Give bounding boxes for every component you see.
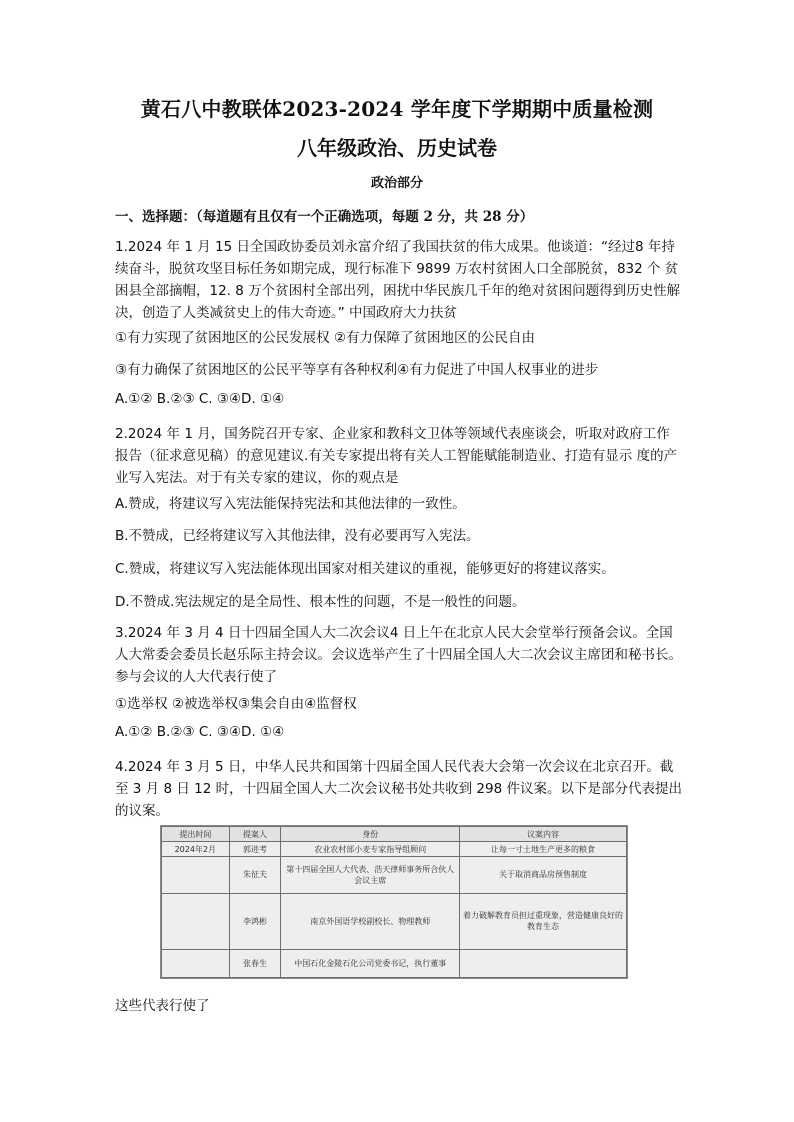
question-3-choices: A.①② B.②③ C. ③④D. ①④: [115, 724, 285, 740]
part-heading: 政治部分: [370, 176, 423, 191]
table-row: [162, 857, 627, 894]
table-cell: 着力破解教育员担过重现象，营造健康良好的教育生态: [460, 893, 627, 949]
table-header-cell: 提案人: [229, 827, 281, 842]
question-3-stem: 3.2024 年 3 月 4 日十四届全国人大二次会议4 日上午在北京人民大会堂举行预备会议。全国人大常委会委员长赵乐际主持会议。会议选举产生了十四届全国人大二次会议主席团和秘书长。参与会议的人大代表行使了: [115, 625, 682, 685]
table-cell: 朱征夫: [229, 857, 281, 894]
question-2-choice-c: C.赞成，将建议写入宪法能体现出国家对相关建议的重视，能够更好的将建议落实。: [115, 561, 615, 577]
question-2-choice-b: B.不赞成，已经将建议写入其他法律，没有必要再写入宪法。: [115, 528, 480, 544]
table-cell: 中国石化金陵石化公司党委书记，执行董事: [281, 949, 460, 977]
question-1-stem: 1.2024 年 1 月 15 日全国政协委员刘永富介绍了我国扶贫的伟大成果。他谈道：“经过8 年持 续奋斗，脱贫攻坚目标任务如期完成，现行标准下 9899 万农村贫困人口全部脱贫，832 个 贫困县全部摘帽，12. 8 万个贫困村全部出列，困扰中华民族几千年的绝对贫困问题得到历史性解决，创造了人类减贫史上的伟大奇迹。” 中国政府大力扶贫: [115, 239, 681, 321]
table-header-cell: 议案内容: [460, 827, 627, 842]
question-2-stem: 2.2024 年 1 月，国务院召开专家、企业家和教科文卫体等领域代表座谈会，听取对政府工作 报告（征求意见稿）的意见建议.有关专家提出将有关人工智能赋能制造业、打造有显示 度的产业写入宪法。对于有关专家的建议，你的观点是: [115, 426, 678, 486]
table-cell: [162, 949, 230, 977]
question-1-choices: A.①② B.②③ C. ③④D. ①④: [115, 391, 285, 407]
table-cell: 第十四届全国人大代表、浩天律师事务所合伙人会议主席: [281, 857, 460, 894]
question-4-stem: 4.2024 年 3 月 5 日，中华人民共和国第十四届全国人民代表大会第一次会议在北京召开。截至 3 月 8 日 12 时，十四届全国人大二次会议秘书处共收到 298 件议案。以下是部分代表提出的议案。: [115, 759, 682, 819]
table-header-row: [162, 827, 627, 842]
table-cell: [162, 857, 230, 894]
table-cell: 农业农村部小麦专家指导组顾问: [281, 842, 460, 857]
question-1-options-line-2: ③有力确保了贫困地区的公民平等享有各种权利④有力促进了中国人权事业的进步: [115, 362, 599, 378]
table-cell: 张春生: [229, 949, 281, 977]
proposal-table: [161, 826, 627, 978]
table-cell: 2024年2月: [162, 842, 230, 857]
table-cell: [162, 893, 230, 949]
question-3-options: ①选举权 ②被选举权③集会自由④监督权: [115, 696, 357, 712]
table-header-cell: 提出时间: [162, 827, 230, 842]
question-2-choice-a: A.赞成，将建议写入宪法能保持宪法和其他法律的一致性。: [115, 496, 466, 512]
table-cell: [460, 949, 627, 977]
table-cell: 让每一寸土地生产更多的粮食: [460, 842, 627, 857]
exam-title: 黄石八中教联体2023-2024 学年度下学期期中质量检测: [140, 97, 654, 121]
exam-subtitle: 八年级政治、历史试卷: [297, 136, 497, 160]
table-row: [162, 893, 627, 949]
proposal-table-image: [160, 825, 628, 979]
question-2-choice-d: D.不赞成.宪法规定的是全局性、根本性的问题，不是一般性的问题。: [115, 594, 526, 610]
table-cell: 关于取消商品房预售制度: [460, 857, 627, 894]
table-cell: 南京外国语学校副校长、物理教师: [281, 893, 460, 949]
table-cell: 李鸿彬: [229, 893, 281, 949]
table-header-cell: 身份: [281, 827, 460, 842]
question-4-prompt: 这些代表行使了: [115, 998, 210, 1014]
question-1-options-line-1: ①有力实现了贫困地区的公民发展权 ②有力保障了贫困地区的公民自由: [115, 330, 535, 346]
section-heading: 一、选择题：（每道题有且仅有一个正确选项，每题 2 分，共 28 分）: [115, 209, 534, 225]
table-row: [162, 842, 627, 857]
table-cell: 郭进考: [229, 842, 281, 857]
table-row: [162, 949, 627, 977]
